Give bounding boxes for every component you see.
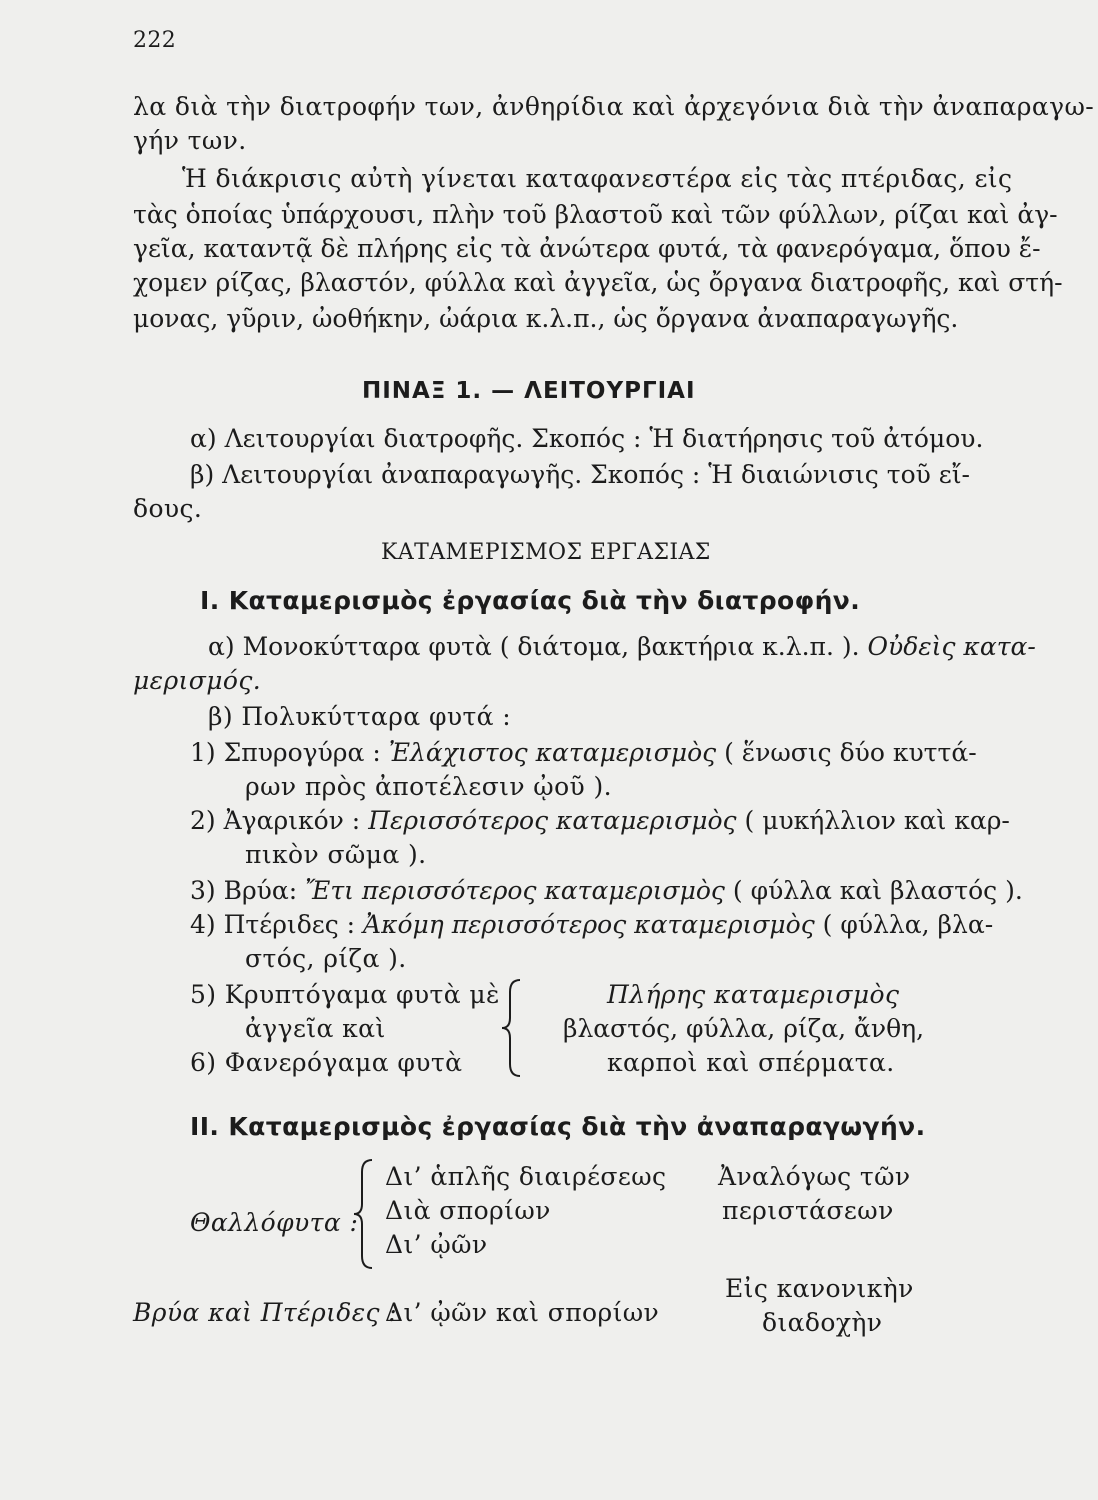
list-item-cont: μερισμός. xyxy=(133,666,262,695)
intro-line: μονας, γῦριν, ὠοθήκην, ὠάρια κ.λ.π., ὡς ὄργανα ἀναπαραγωγῆς. xyxy=(133,304,959,333)
item-label: 1) Σπυρογύρα : xyxy=(190,738,381,767)
repro-method: Δι’ ᾠῶν καὶ σπορίων xyxy=(385,1298,660,1327)
function-item: δους. xyxy=(133,494,203,523)
repro-note: Εἰς κανονικὴν xyxy=(725,1274,914,1303)
list-item xyxy=(190,738,977,767)
list-item: 5) Κρυπτόγαμα φυτὰ μὲ xyxy=(190,980,500,1009)
brace-text: βλαστός, φύλλα, ρίζα, ἄνθη, xyxy=(563,1014,925,1043)
repro-note: περιστάσεων xyxy=(722,1196,894,1225)
repro-note: διαδοχὴν xyxy=(762,1308,883,1337)
list-item xyxy=(208,632,1036,661)
intro-line: λα διὰ τὴν διατροφήν των, ἀνθηρίδια καὶ ἀρχεγόνια διὰ τὴν ἀναπαραγω- xyxy=(133,92,1095,121)
item-text: ( φύλλα, βλα- xyxy=(822,910,994,939)
list-item-cont: ἀγγεῖα καὶ xyxy=(245,1014,386,1043)
item-text: α) Μονοκύτταρα φυτὰ ( διάτομα, βακτήρια κ.λ.π. ). xyxy=(208,632,860,661)
section-heading: II. Καταμερισμὸς ἐργασίας διὰ τὴν ἀναπαραγωγήν. xyxy=(190,1112,926,1141)
item-label: 2) Ἀγαρικόν : xyxy=(190,806,361,835)
function-item: β) Λειτουργίαι ἀναπαραγωγῆς. Σκοπός : Ἡ διαιώνισις τοῦ εἴ- xyxy=(190,460,970,489)
repro-method: Διὰ σπορίων xyxy=(385,1196,551,1225)
list-item: 6) Φανερόγαμα φυτὰ xyxy=(190,1048,463,1077)
repro-note: Ἀναλόγως τῶν xyxy=(718,1162,911,1191)
list-item-cont: πικὸν σῶμα ). xyxy=(245,840,427,869)
list-item xyxy=(190,876,1023,905)
item-label: 3) Βρύα: xyxy=(190,876,298,905)
list-item-cont: στός, ρίζα ). xyxy=(245,944,407,973)
repro-method: Δι’ ἁπλῆς διαιρέσεως xyxy=(385,1162,667,1191)
item-emphasis: Ἔτι περισσότερος καταμερισμὸς xyxy=(305,876,725,905)
repro-method: Δι’ ᾠῶν xyxy=(385,1230,488,1259)
table-title: ΠΙΝΑΞ 1. — ΛΕΙΤΟΥΡΓΙΑΙ xyxy=(362,378,696,404)
section-title: ΚΑΤΑΜΕΡΙΣΜΟΣ ΕΡΓΑΣΙΑΣ xyxy=(381,540,711,565)
intro-line: γήν των. xyxy=(133,126,247,155)
bryophyta-label: Βρύα καὶ Πτέριδες : xyxy=(133,1298,398,1327)
section-heading: I. Καταμερισμὸς ἐργασίας διὰ τὴν διατροφήν. xyxy=(200,586,861,615)
item-text: ( ἕνωσις δύο κυττά- xyxy=(724,738,977,767)
brace-text: καρποὶ καὶ σπέρματα. xyxy=(607,1048,895,1077)
item-label: 4) Πτέριδες : xyxy=(190,910,356,939)
intro-line: γεῖα, καταντᾷ δὲ πλήρης εἰς τὰ ἀνώτερα φυτά, τὰ φανερόγαμα, ὅπου ἔ- xyxy=(133,234,1041,263)
item-emphasis: Ἐλάχιστος καταμερισμὸς xyxy=(388,738,717,767)
item-text: ( μυκήλλιον καὶ καρ- xyxy=(744,806,1010,835)
list-item: β) Πολυκύτταρα φυτά : xyxy=(208,702,512,731)
list-item xyxy=(190,910,993,939)
function-item: α) Λειτουργίαι διατροφῆς. Σκοπός : Ἡ διατήρησις τοῦ ἀτόμου. xyxy=(190,424,984,453)
brace-text: Πλήρης καταμερισμὸς xyxy=(607,980,900,1009)
intro-line: τὰς ὁποίας ὑπάρχουσι, πλὴν τοῦ βλαστοῦ καὶ τῶν φύλλων, ρίζαι καὶ ἀγ- xyxy=(133,200,1058,229)
list-item-cont: ρων πρὸς ἀποτέλεσιν ᾠοῦ ). xyxy=(245,772,612,801)
intro-line: Ἡ διάκρισις αὐτὴ γίνεται καταφανεστέρα εἰς τὰς πτέριδας, εἰς xyxy=(182,164,1013,193)
item-emphasis: Ἀκόμη περισσότερος καταμερισμὸς xyxy=(363,910,815,939)
intro-line: χομεν ρίζας, βλαστόν, φύλλα καὶ ἀγγεῖα, ὡς ὄργανα διατροφῆς, καὶ στή- xyxy=(133,268,1063,297)
brace xyxy=(498,978,528,1078)
page-number: 222 xyxy=(133,28,177,53)
list-item xyxy=(190,806,1010,835)
item-text: ( φύλλα καὶ βλαστός ). xyxy=(732,876,1023,905)
item-emphasis: Περισσότερος καταμερισμὸς xyxy=(368,806,737,835)
item-emphasis: Οὐδεὶς κατα- xyxy=(867,632,1036,661)
thallophyta-label: Θαλλόφυτα : xyxy=(190,1208,359,1237)
